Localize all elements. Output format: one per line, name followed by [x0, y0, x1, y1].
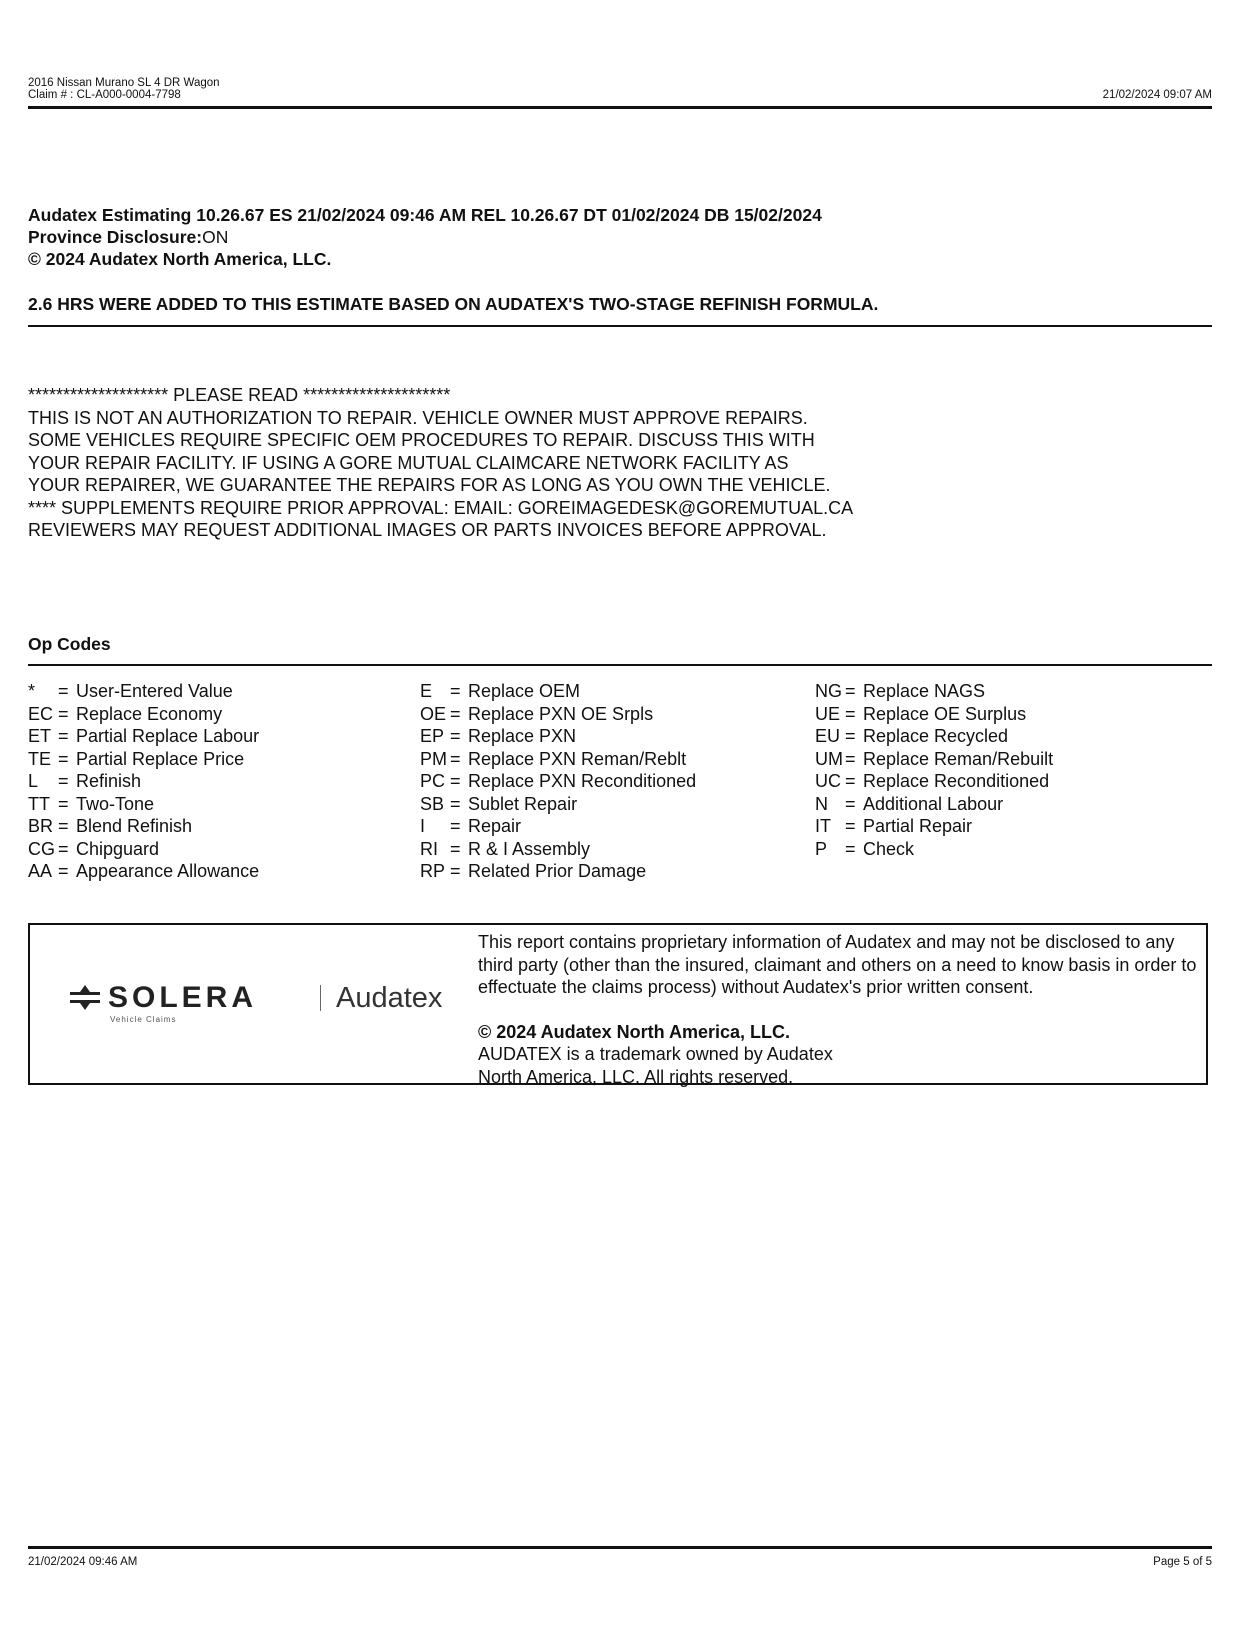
op-desc: Additional Labour — [863, 793, 1004, 814]
op-code-row: PM = Replace PXN Reman/Reblt — [420, 748, 687, 769]
op-desc: Partial Repair — [863, 816, 973, 836]
province-disclosure — [28, 226, 228, 248]
logo-separator — [320, 985, 321, 1011]
province-label: Province Disclosure: — [28, 227, 203, 247]
op-desc: Related Prior Damage — [468, 861, 647, 881]
op-code-row: * = User-Entered Value — [28, 681, 233, 701]
op-code: CG — [28, 838, 55, 859]
op-code-row: ET = Partial Replace Labour — [28, 726, 260, 746]
notice-block — [28, 384, 853, 542]
op-code: EC — [28, 703, 54, 724]
op-code-row: IT = Partial Repair — [815, 816, 973, 836]
notice-line: YOUR REPAIRER, WE GUARANTEE THE REPAIRS FOR AS LONG AS YOU OWN THE VEHICLE. — [28, 475, 831, 495]
op-desc: Blend Refinish — [76, 816, 193, 836]
op-code: NG — [815, 681, 842, 701]
audatex-wordmark: Audatex — [336, 982, 443, 1014]
op-desc: Two-Tone — [76, 793, 155, 814]
op-desc: R & I Assembly — [468, 838, 591, 859]
op-code: E — [420, 681, 433, 701]
op-code-row: E = Replace OEM — [420, 681, 581, 701]
op-desc: Replace OE Surplus — [863, 703, 1027, 724]
footer-divider — [28, 1546, 1212, 1549]
notice-heading: ******************** PLEASE READ ********************* — [28, 385, 451, 405]
page-number: Page 5 of 5 — [1153, 1556, 1212, 1568]
trademark-notice: AUDATEX is a trademark owned by Audatex North America, LLC. All rights reserved. — [478, 1044, 833, 1087]
op-code-row: PC = Replace PXN Reconditioned — [420, 771, 697, 791]
notice-line: THIS IS NOT AN AUTHORIZATION TO REPAIR. VEHICLE OWNER MUST APPROVE REPAIRS. — [28, 407, 808, 428]
op-desc: Replace Recycled — [863, 726, 1009, 746]
op-code: L — [28, 771, 39, 791]
op-code: RP — [420, 861, 446, 881]
op-code: P — [815, 838, 828, 859]
op-code: N — [815, 793, 828, 814]
op-code-row: UC = Replace Reconditioned — [815, 771, 1050, 791]
op-code: TE — [28, 748, 52, 769]
op-code-row: UE = Replace OE Surplus — [815, 703, 1027, 724]
op-code: OE — [420, 703, 447, 724]
op-code-row: TE = Partial Replace Price — [28, 748, 245, 769]
estimating-copyright: © 2024 Audatex North America, LLC. — [28, 249, 332, 269]
op-desc: Partial Replace Labour — [76, 726, 260, 746]
op-code: BR — [28, 816, 54, 836]
op-code-row: EP = Replace PXN — [420, 726, 577, 746]
notice-line: SOME VEHICLES REQUIRE SPECIFIC OEM PROCEDURES TO REPAIR. DISCUSS THIS WITH — [28, 430, 815, 450]
province-value: ON — [202, 227, 229, 247]
op-desc: Replace Reman/Rebuilt — [863, 748, 1054, 769]
op-code: RI — [420, 838, 438, 859]
op-desc: Refinish — [76, 771, 142, 791]
op-desc: Replace PXN OE Srpls — [468, 703, 654, 724]
op-code-row: CG = Chipguard — [28, 838, 160, 859]
op-desc: Sublet Repair — [468, 793, 578, 814]
header-divider — [28, 106, 1212, 109]
footer-timestamp: 21/02/2024 09:46 AM — [28, 1556, 138, 1568]
solera-subtitle: Vehicle Claims — [110, 1015, 177, 1024]
disclaimer-copyright: © 2024 Audatex North America, LLC. — [478, 1021, 791, 1042]
op-code-row: BR = Blend Refinish — [28, 816, 193, 836]
op-code: I — [420, 816, 426, 836]
disclaimer-box — [28, 923, 1208, 1085]
notice-line: YOUR REPAIR FACILITY. IF USING A GORE MUTUAL CLAIMCARE NETWORK FACILITY AS — [28, 452, 789, 473]
op-desc: Repair — [468, 816, 522, 836]
op-code: SB — [420, 793, 445, 814]
op-code-row: RI = R & I Assembly — [420, 838, 591, 859]
op-code: PM — [420, 748, 447, 769]
op-code: EP — [420, 726, 445, 746]
op-code-row: SB = Sublet Repair — [420, 793, 578, 814]
op-desc: Replace PXN — [468, 726, 577, 746]
op-desc: Replace OEM — [468, 681, 581, 701]
op-desc: Replace Reconditioned — [863, 771, 1050, 791]
op-codes-column-1 — [28, 680, 259, 883]
op-code: ET — [28, 726, 52, 746]
op-codes-column-2 — [420, 680, 696, 883]
op-desc: Replace PXN Reconditioned — [468, 771, 697, 791]
vehicle-title: 2016 Nissan Murano SL 4 DR Wagon — [28, 77, 220, 89]
op-code-row: AA = Appearance Allowance — [28, 861, 260, 881]
op-code-row: UM = Replace Reman/Rebuilt — [815, 748, 1054, 769]
op-code-row: N = Additional Labour — [815, 793, 1004, 814]
disclaimer-text — [478, 931, 1203, 1088]
op-code: UC — [815, 771, 841, 791]
op-codes-divider — [28, 664, 1212, 666]
op-code: IT — [815, 816, 831, 836]
op-code-row: EC = Replace Economy — [28, 703, 223, 724]
op-code-row: RP = Related Prior Damage — [420, 861, 647, 881]
solera-wordmark: SOLERA — [108, 981, 258, 1014]
op-code: UE — [815, 703, 841, 724]
op-code-row: P = Check — [815, 838, 915, 859]
op-codes-column-3 — [815, 680, 1053, 860]
claim-number: Claim # : CL-A000-0004-7798 — [28, 89, 181, 101]
op-desc: Partial Replace Price — [76, 748, 245, 769]
op-code-row: L = Refinish — [28, 771, 142, 791]
op-code-row: NG = Replace NAGS — [815, 681, 986, 701]
op-desc: Replace NAGS — [863, 681, 986, 701]
refinish-note: 2.6 HRS WERE ADDED TO THIS ESTIMATE BASED ON AUDATEX'S TWO-STAGE REFINISH FORMULA. — [28, 294, 879, 314]
op-code: TT — [28, 793, 50, 814]
notice-line: **** SUPPLEMENTS REQUIRE PRIOR APPROVAL: EMAIL: GOREIMAGEDESK@GOREMUTUAL.CA — [28, 497, 854, 518]
proprietary-notice: This report contains proprietary information of Audatex and may not be disclosed to any third party (other than the insured, claimant and others on a need to know basis in order to effectuate the claims process) without Audatex's prior written consent. — [478, 932, 1197, 997]
op-code-row: I = Repair — [420, 816, 522, 836]
op-code: AA — [28, 861, 53, 881]
op-code-row: TT = Two-Tone — [28, 793, 155, 814]
op-desc: Chipguard — [76, 838, 160, 859]
op-code: EU — [815, 726, 841, 746]
op-code-row: EU = Replace Recycled — [815, 726, 1009, 746]
op-desc: Replace Economy — [76, 703, 223, 724]
op-code-row: OE = Replace PXN OE Srpls — [420, 703, 654, 724]
solera-emblem-icon — [68, 985, 102, 1011]
solera-audatex-logo — [68, 981, 458, 1031]
op-desc: Appearance Allowance — [76, 861, 260, 881]
op-code: * — [28, 681, 36, 701]
estimating-version-line: Audatex Estimating 10.26.67 ES 21/02/2024 09:46 AM REL 10.26.67 DT 01/02/2024 DB 15/02/2024 — [28, 205, 822, 225]
op-codes-title: Op Codes — [28, 634, 111, 654]
header-timestamp: 21/02/2024 09:07 AM — [1102, 89, 1212, 101]
op-desc: Replace PXN Reman/Reblt — [468, 748, 687, 769]
notice-line: REVIEWERS MAY REQUEST ADDITIONAL IMAGES OR PARTS INVOICES BEFORE APPROVAL. — [28, 520, 827, 540]
op-desc: Check — [863, 838, 915, 859]
op-code: PC — [420, 771, 446, 791]
estimating-divider — [28, 325, 1212, 327]
op-desc: User-Entered Value — [76, 681, 233, 701]
op-code: UM — [815, 748, 843, 769]
